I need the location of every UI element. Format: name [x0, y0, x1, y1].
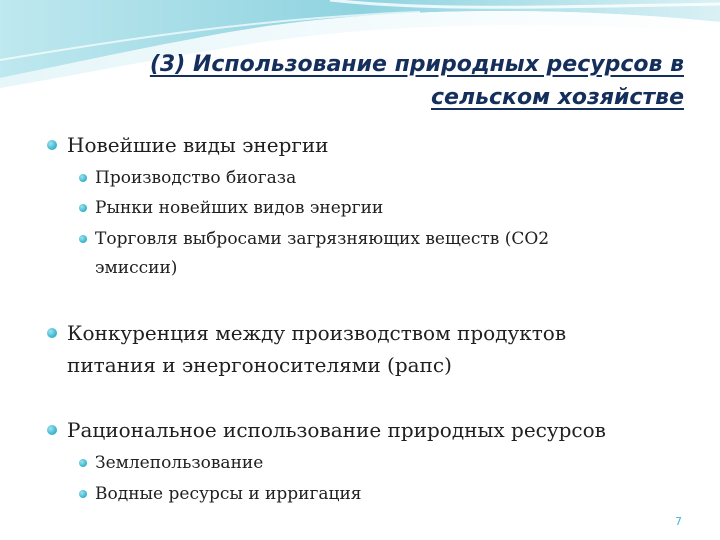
bullet-text: Водные ресурсы и ирригация: [95, 484, 362, 504]
bullet-text: Новейшие виды энергии: [67, 133, 329, 157]
bullet-item: [67, 129, 677, 161]
sub-bullet-item: [95, 449, 675, 478]
slide-title-line-1: (3) Использование природных ресурсов в: [149, 52, 684, 77]
bullet-item: [67, 414, 677, 446]
bullet-icon: [47, 328, 57, 338]
bullet-text: Землепользование: [95, 453, 264, 473]
sub-bullet-item: [95, 194, 675, 223]
bullet-text: Торговля выбросами загрязняющих веществ (СО2 эмиссии): [95, 229, 550, 278]
bullet-text: Конкуренция между производством продуктов питания и энергоносителями (рапс): [67, 321, 567, 377]
bullet-text: Производство биогаза: [95, 168, 297, 188]
bullet-icon: [79, 490, 87, 498]
page-number: 7: [675, 515, 682, 528]
bullet-text: Рынки новейших видов энергии: [95, 198, 384, 218]
sub-bullet-item: [95, 164, 675, 193]
bullet-icon: [79, 459, 87, 467]
bullet-icon: [47, 140, 57, 150]
bullet-text: Рациональное использование природных ресурсов: [67, 418, 606, 442]
bullet-icon: [79, 174, 87, 182]
bullet-icon: [47, 425, 57, 435]
sub-bullet-item: [95, 225, 615, 283]
sub-bullet-item: [95, 480, 675, 509]
bullet-icon: [79, 235, 87, 243]
slide-title-line-2: сельском хозяйстве: [431, 85, 684, 110]
bullet-icon: [79, 204, 87, 212]
bullet-item: [67, 317, 607, 381]
